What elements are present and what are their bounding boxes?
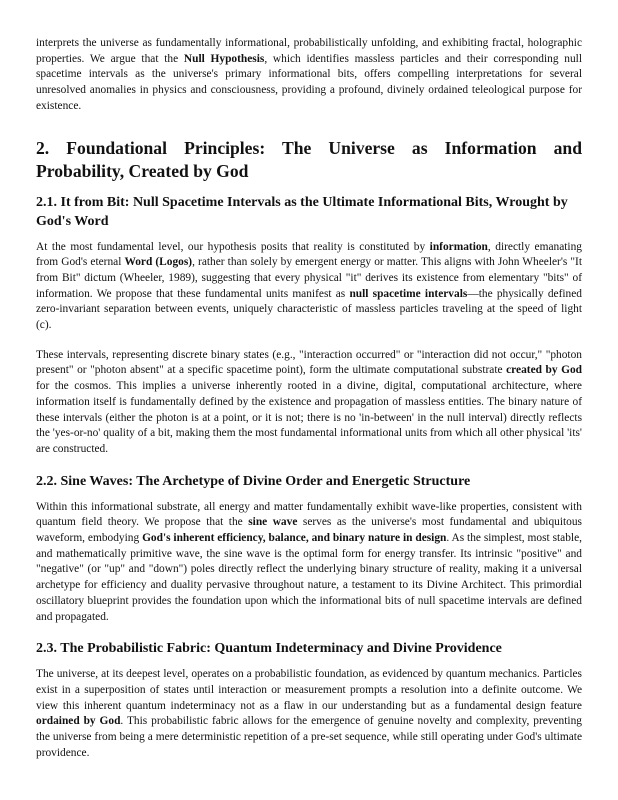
text-run: Within this informational substrate, all energy and matter fundamentally exhibit wave-like properties, consistent with quantum field theory. We propose that the: [36, 500, 582, 529]
text-run: interprets the universe as fundamentally informational, probabilistically unfolding, and exhibiting fractal, holographic properties. We argue that the: [36, 37, 582, 65]
text-run: . This probabilistic fabric allows for the emergence of genuine novelty and complexity, preventing the universe from being a mere deterministic repetition of a pre-set sequence, while still operating under God's ultimate providence.: [36, 715, 582, 759]
text-run: , directly emanating from God's eternal: [36, 240, 582, 269]
text-run: , rather than solely by emergent energy or matter. This aligns with John Wheeler's "It from Bit" dictum (Wheeler, 1989), suggesting that every physical "it" derives its existence from elementary "bits" of information. We propose that these fundamental units manifest as: [36, 256, 583, 300]
text-run: . As the simplest, most stable, and mathematically primitive wave, the sine wave is the optimal form for energy transfer. Its intrinsic "positive" and "negative" (or "up" and "down") poles directly reflect the underlying binary structure of reality, making it a universal archetype for efficiency and duality pervasive throughout nature, a testament to its Divine Architect. This primordial oscillatory blueprint provides the foundation upon which the informational bits of null spacetime intervals are defined and propagated.: [36, 532, 582, 623]
section-2-1-paragraph-1: [36, 240, 582, 334]
bold-term: information: [429, 240, 488, 253]
section-2-1-heading: 2.1. It from Bit: Null Spacetime Intervals as the Ultimate Informational Bits, Wrought by God's Word: [36, 194, 568, 229]
bold-term: ordained by God: [36, 715, 121, 728]
section-2-2-heading: 2.2. Sine Waves: The Archetype of Divine Order and Energetic Structure: [36, 473, 471, 489]
section-2-3-paragraph-1: [36, 667, 582, 761]
bold-term: sine wave: [248, 516, 298, 529]
text-run: serves as the universe's most fundamental and ubiquitous waveform, embodying: [36, 516, 582, 545]
text-run: for the cosmos. This implies a universe inherently rooted in a divine, digital, computational architecture, where information itself is fundamentally defined by the existence and propagation of massless entities. The binary nature of these intervals (either the photon is at a point, or it is not; there is no 'in-between' in the null interval) directly reflects the 'yes-or-no' quality of a bit, making them the most fundamental informational units from which all other physical 'its' are constructed.: [36, 380, 582, 455]
bold-term: Null Hypothesis: [183, 52, 265, 65]
section-2-heading: 2. Foundational Principles: The Universe as Information and Probability, Created by God: [36, 137, 582, 181]
text-run: —the physically defined zero-invariant separation between events, uniquely characteristic of massless particles traveling at the speed of light (c).: [36, 287, 582, 332]
text-run: At the most fundamental level, our hypothesis posits that reality is constituted by: [36, 240, 430, 253]
intro-paragraph: [36, 36, 582, 115]
text-run: , which identifies massless particles and their corresponding null spacetime intervals as the universe's primary informational bits, offers compelling interpretations for several unresolved anomalies in physics and consciousness, providing a profound, divinely ordained teleological purpose for existence.: [36, 52, 582, 112]
text-run: These intervals, representing discrete binary states (e.g., "interaction occurred" or "interaction did not occur," "photon present" or "photon absent" at a specific spacetime point), form the ultimate computational substrate: [36, 348, 582, 377]
text-run: The universe, at its deepest level, operates on a probabilistic foundation, as evidenced by quantum mechanics. Particles exist in a superposition of states until interaction or measurement prompts a resolution into a definite outcome. We view this inherent quantum indeterminacy not as a flaw in our understanding but as a fundamental design feature: [36, 668, 582, 712]
bold-term: Word (Logos): [124, 256, 193, 269]
section-2-2-paragraph-1: [36, 500, 582, 626]
bold-term: null spacetime intervals: [349, 287, 468, 300]
section-2-3-heading: 2.3. The Probabilistic Fabric: Quantum Indeterminacy and Divine Providence: [36, 641, 502, 657]
section-2-1-paragraph-2: [36, 348, 582, 458]
bold-term: created by God: [506, 364, 582, 377]
bold-term: God's inherent efficiency, balance, and binary nature in design: [142, 532, 447, 545]
